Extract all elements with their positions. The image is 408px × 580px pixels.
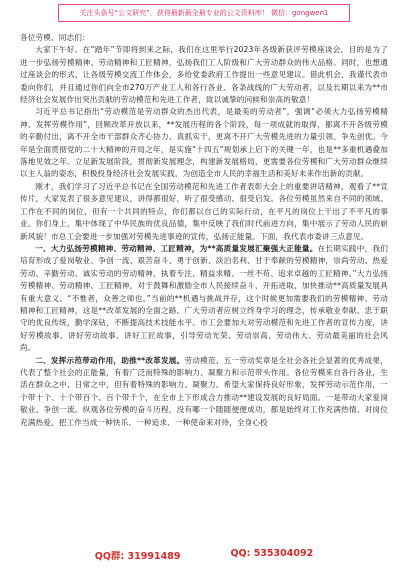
section-1-paragraph	[20, 243, 388, 355]
document-body	[20, 32, 388, 429]
promo-banner[interactable]	[58, 4, 350, 22]
qq-number: QQ: 535304092	[230, 548, 314, 559]
paragraph-2	[20, 106, 388, 180]
section-2-heading: 二、发挥示范带动作用，助推**改革发展。	[35, 355, 185, 365]
contact-footer	[0, 548, 408, 566]
paragraph-1-text: 大家下午好。在“踏年”节即将到来之际，我们在这里举行2023年各级新获评劳模座谈会，目的是为了进一步弘扬劳模精神、劳动精神和工匠精神，弘扬我们工人阶级和广大劳动群众的伟大品格。同时，也想通过座谈会的形式，让各级劳模交流工作体会，多给党委政府工作提出一些意见建议。借此机会，我谨代表市委向你们，并且通过你们向全市270万产业工人和各行各业、各条战线的广大劳动者，以及长期以来为**市经济社会发展作出突出贡献的劳动模范和先进工作者，致以诚挚的问候和崇高的敬意！	[20, 45, 388, 105]
promo-banner-text: 关注头条号“公文研究”，获得最新最全最专业的公文资料库！ 微信：gongwen1	[79, 9, 329, 17]
salutation: 各位劳模、同志们：	[20, 33, 90, 42]
paragraph-3-text: 刚才，我们学习了习近平总书记在全国劳动模范和先进工作者表彰大会上的重要讲话精神，观看了**宣传片，大家发表了很多意见建议，讲得都很好，听了很受感动、很受启发。各位劳模虽然来自不同的领域、工作在不同的岗位，但有一个共同的特点，你们都以自己的实际行动，在平凡的岗位上干出了不平凡的事业。你们身上，集中体现了中华民族的优良品德，集中反映了我们时代前进方向，集中展示了劳动人民的崭新风貌！市总工会要进一步加强对劳模先进事迹的宣传，弘扬正能量。下面，我代表市委讲三点意见。	[20, 181, 388, 241]
section-1-heading: 一、大力弘扬劳模精神、劳动精神、工匠精神，为**高质量发展汇聚强大正能量。	[35, 243, 318, 253]
paragraph-3	[20, 181, 388, 243]
qq-group-number: QQ群: 31991489	[94, 551, 181, 562]
section-2-paragraph	[20, 355, 388, 429]
section-1-text: 在长期实践中，我们培育形成了爱岗敬业、争创一流、艰苦奋斗、勇于创新、淡泊名利、甘于奉献的劳模精神，崇尚劳动、热爱劳动、辛勤劳动、诚实劳动的劳动精神，执着专注、精益求精、一丝不苟、追求卓越的工匠精神。”大力弘扬劳模精神、劳动精神、工匠精神，对于鼓舞和激励全市人民接续奋斗、开拓进取，加快推动**高质量发展具有重大意义。“不惟者，众善之师也。”当前的**机遇与挑战并存，这个时候更加需要我们的劳模精神、劳动精神和工匠精神，这是**改革发展的全面之路。广大劳动者应树立终身学习的理念，传承敬业奉献、忠于职守的优良传统，勤学深钻，不断提高技术技能水平。市工会要加大对劳动模范和先进工作者的宣传力度，讲好劳模故事、讲好劳动故事、讲好工匠故事，引导劳动光荣、劳动崇高、劳动伟大、劳动最美丽的社会风尚。	[20, 243, 388, 353]
paragraph-2-text: 习近平总书记指出“劳动模范是劳动群众的杰出代表，是最美的劳动者”，强调“必须大力弘扬劳模精神、发挥劳模作用”，回顾改革开放以来，**发展历程的各个阶段，每一项成就的取得，都离不开各级劳模的辛勤付出，离不开全市干部群众齐心协力、真抓实干，更离不开广大劳模先进的力量引领、争先创优。今年是全面贯彻党的二十大精神的开局之年，是实施“十四五”规划承上启下的关键一年，也是**多重机遇叠加落地见效之年。立足新发展阶段，贯彻新发展理念，构建新发展格局，更需要各位劳模和广大劳动群众继续以主人翁的姿态，积极投身经济社会发展实践，为创造全市人民的幸福生活和美好未来作出新的贡献。	[20, 107, 388, 179]
section-2-text: 劳动模范、五一劳动奖章是全社会各社会显著的优秀成果，代表了整个社会的正能量，有着广泛而特殊的影响力、凝聚力和示范带头作用。各位劳模来自各行各业，生活在群众之中、日常之中，但有着特殊的影响力、凝聚力。希望大家保持良好形象，发挥劳动示范作用，一个带十个、十个带百个、百个带千个，在全市上下形成合力推动**建设发展的良好局面。一是带动大家爱岗敬业、争创一流。纵观各位劳模的奋斗历程，没有哪一个随随便便成功，都是始终对工作充满热情、对岗位充满热爱，把工作当成一种快乐、一种追求、一种使命来对待，全身心投	[20, 355, 388, 427]
paragraph-1	[20, 44, 388, 106]
